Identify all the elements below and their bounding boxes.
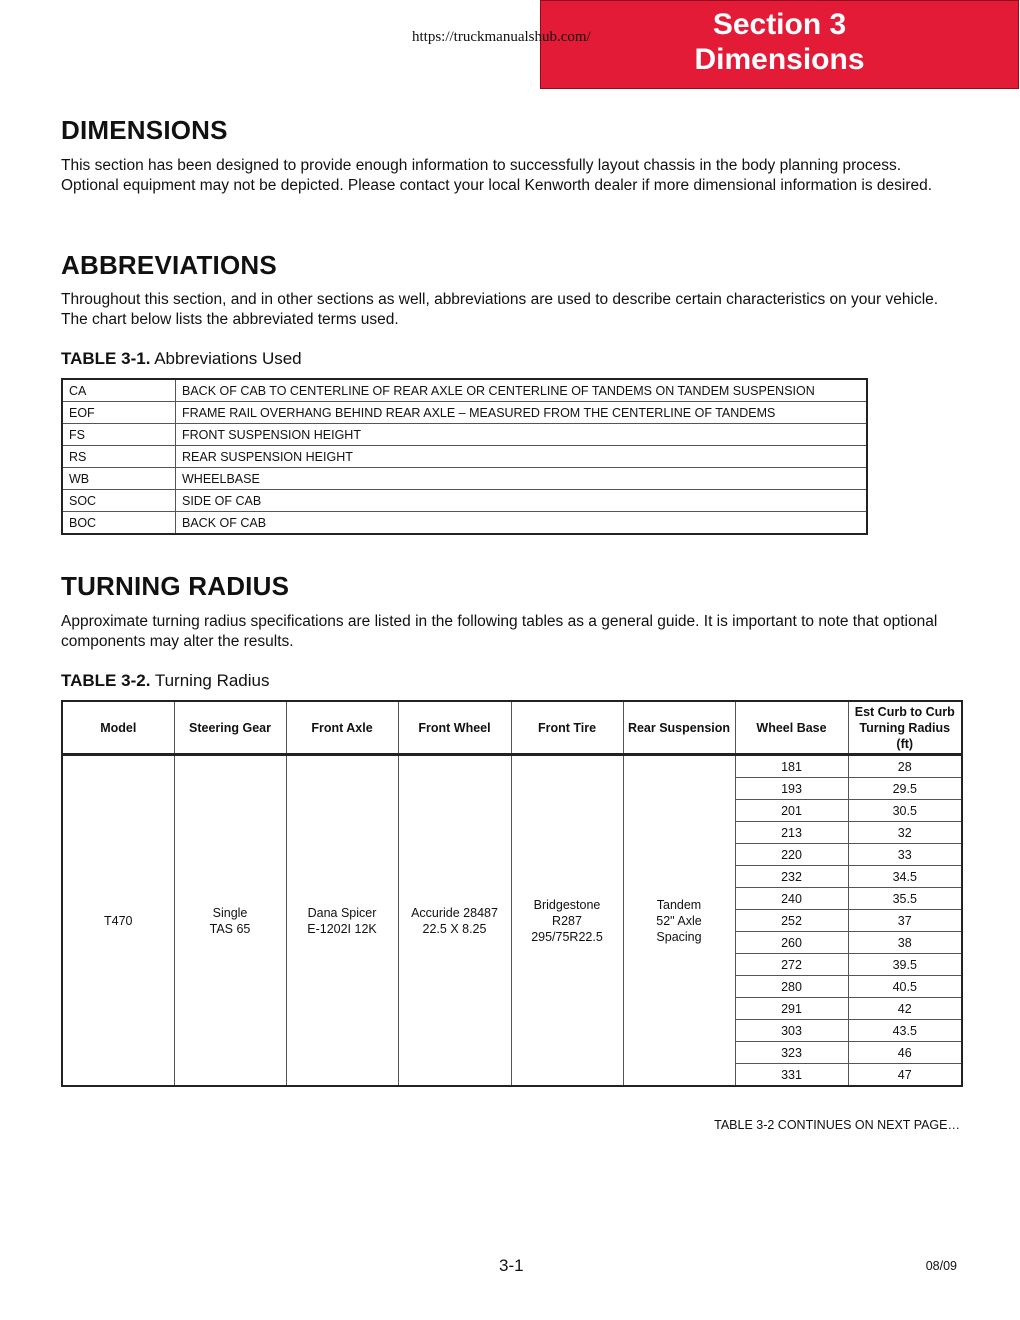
wheel-base-cell: 291 [735,998,848,1020]
abbreviation-code: BOC [62,512,176,535]
front-axle-cell [286,755,398,1087]
column-header: Front Wheel [398,701,511,755]
section-title: Dimensions [694,43,865,76]
turning-radius-cell: 42 [848,998,962,1020]
turning-radius-heading: TURNING RADIUS [61,571,290,601]
dimensions-text: This section has been designed to provide enough information to successfully layout chassis in the body planning process. Optional equipment may not be depicted. Please contact your local Kenworth dealer if more dimensional information is desired. [61,157,933,194]
turning-radius-cell: 39.5 [848,954,962,976]
cell-line: Spacing [656,929,702,944]
turning-radius-cell: 32 [848,822,962,844]
column-header: Model [62,701,174,755]
abbreviation-meaning: BACK OF CAB TO CENTERLINE OF REAR AXLE OR CENTERLINE OF TANDEMS ON TANDEM SUSPENSION [176,379,868,402]
wheel-base-cell: 272 [735,954,848,976]
abbreviation-meaning: FRAME RAIL OVERHANG BEHIND REAR AXLE – MEASURED FROM THE CENTERLINE OF TANDEMS [176,402,868,424]
table-label: TABLE 3-2. [61,671,151,690]
revision-date: 08/09 [925,1259,957,1273]
cell-line: Bridgestone [533,897,601,912]
abbreviations-heading: ABBREVIATIONS [61,250,277,280]
source-url[interactable]: https://truckmanualshub.com/ [412,29,591,45]
continues-note: TABLE 3-2 CONTINUES ON NEXT PAGE… [714,1118,960,1132]
abbreviation-row [62,512,867,535]
turning-table-caption [61,671,270,691]
abbreviations-text: Throughout this section, and in other sections as well, abbreviations are used to describe certain characteristics on your vehicle. The chart below lists the abbreviated terms used. [61,291,939,328]
wheel-base-cell: 331 [735,1064,848,1087]
turning-radius-cell: 30.5 [848,800,962,822]
column-header: Front Tire [511,701,623,755]
abbreviations-table-caption [61,349,302,369]
turning-radius-cell: 38 [848,932,962,954]
section-number: Section 3 [712,8,847,41]
dimensions-heading: DIMENSIONS [61,115,228,145]
abbreviation-meaning: FRONT SUSPENSION HEIGHT [176,424,868,446]
cell-line: 52" Axle [656,913,702,928]
abbreviation-meaning: BACK OF CAB [176,512,868,535]
abbreviation-code: SOC [62,490,176,512]
wheel-base-cell: 260 [735,932,848,954]
abbreviation-row [62,446,867,468]
wheel-base-cell: 213 [735,822,848,844]
model-cell: T470 [62,755,174,1087]
abbreviation-code: EOF [62,402,176,424]
wheel-base-cell: 201 [735,800,848,822]
cell-line: R287 [552,913,582,928]
abbreviation-meaning: WHEELBASE [176,468,868,490]
abbreviation-code: RS [62,446,176,468]
turning-radius-cell: 47 [848,1064,962,1087]
abbreviation-code: CA [62,379,176,402]
turning-radius-cell: 28 [848,755,962,778]
abbreviation-row [62,490,867,512]
front-wheel-cell [398,755,511,1087]
section-banner [540,0,1019,89]
abbreviation-row [62,424,867,446]
cell-line: Single [212,905,248,920]
column-header: Steering Gear [174,701,286,755]
turning-radius-cell: 37 [848,910,962,932]
abbreviations-table [61,378,868,535]
cell-line: Dana Spicer [307,905,377,920]
turning-radius-cell: 35.5 [848,888,962,910]
turning-radius-cell: 29.5 [848,778,962,800]
cell-line: Accuride 28487 [411,905,498,920]
cell-line: TAS 65 [209,921,251,936]
wheel-base-cell: 252 [735,910,848,932]
rear-suspension-cell [623,755,735,1087]
cell-line: 295/75R22.5 [531,929,603,944]
wheel-base-cell: 240 [735,888,848,910]
turning-radius-table [61,700,963,1087]
wheel-base-cell: 280 [735,976,848,998]
wheel-base-cell: 193 [735,778,848,800]
wheel-base-cell: 303 [735,1020,848,1042]
column-header: Wheel Base [735,701,848,755]
turning-radius-cell: 40.5 [848,976,962,998]
turning-radius-cell: 43.5 [848,1020,962,1042]
table-header-row [62,701,962,755]
column-header: Rear Suspension [623,701,735,755]
steering-gear-cell [174,755,286,1087]
table-title: Abbreviations Used [154,349,302,368]
column-header: Front Axle [286,701,398,755]
front-tire-cell [511,755,623,1087]
wheel-base-cell: 323 [735,1042,848,1064]
table-title: Turning Radius [154,671,270,690]
abbreviation-code: FS [62,424,176,446]
turning-radius-cell: 34.5 [848,866,962,888]
table-label: TABLE 3-1. [61,349,151,368]
cell-line: 22.5 X 8.25 [422,921,487,936]
abbreviation-row [62,402,867,424]
wheel-base-cell: 181 [735,755,848,778]
wheel-base-cell: 232 [735,866,848,888]
turning-radius-cell: 33 [848,844,962,866]
abbreviation-row [62,379,867,402]
cell-line: E-1202I 12K [307,921,377,936]
abbreviation-meaning: SIDE OF CAB [176,490,868,512]
abbreviation-code: WB [62,468,176,490]
turning-radius-cell: 46 [848,1042,962,1064]
cell-line: Tandem [656,897,702,912]
table-row [62,755,962,778]
page-number: 3-1 [499,1256,524,1275]
column-header: Est Curb to Curb Turning Radius (ft) [848,701,962,755]
wheel-base-cell: 220 [735,844,848,866]
turning-radius-text: Approximate turning radius specifications are listed in the following tables as a general guide. It is important to note that optional components may alter the results. [61,613,938,650]
abbreviation-row [62,468,867,490]
abbreviation-meaning: REAR SUSPENSION HEIGHT [176,446,868,468]
